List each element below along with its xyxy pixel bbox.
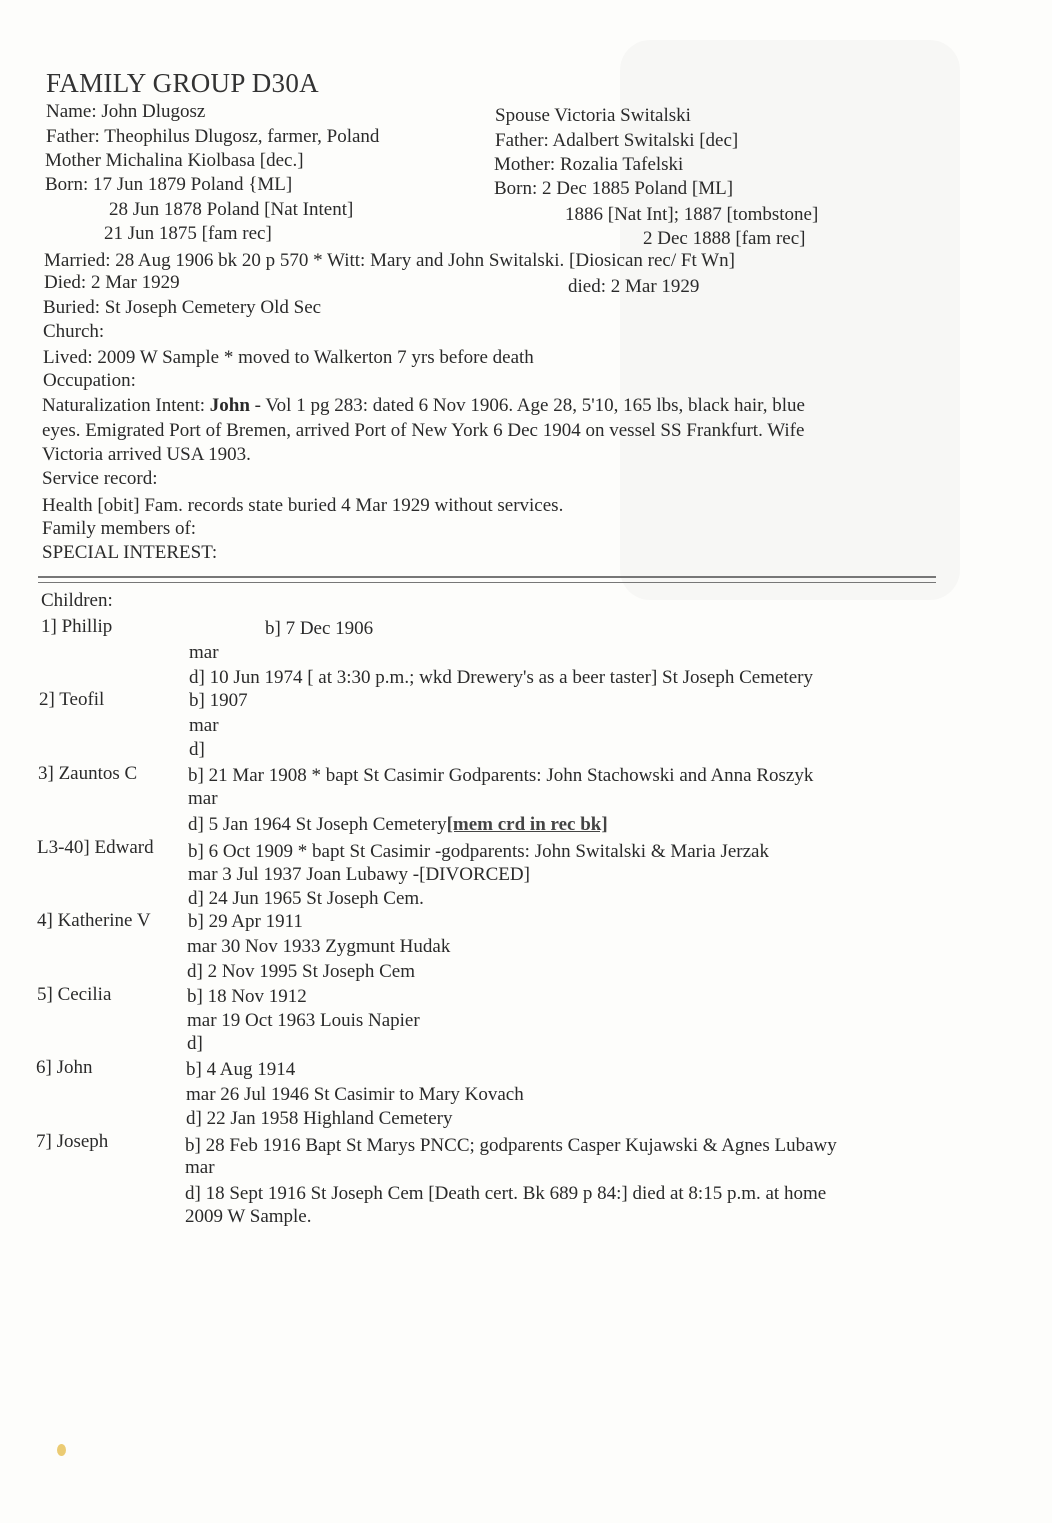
children-label: Children: bbox=[41, 590, 113, 611]
divider-bottom bbox=[38, 582, 936, 583]
spouse-born-line: Born: 2 Dec 1885 Poland [ML] bbox=[494, 178, 734, 199]
spouse-father-line: Father: Adalbert Switalski [dec] bbox=[495, 130, 739, 151]
child-death-note: [mem crd in rec bk] bbox=[446, 814, 608, 835]
child-death: d] bbox=[187, 1033, 203, 1054]
spouse-died-line: died: 2 Mar 1929 bbox=[568, 276, 700, 297]
spouse-born-alt-1: 1886 [Nat Int]; 1887 [tombstone] bbox=[565, 204, 819, 225]
child-birth: b] 4 Aug 1914 bbox=[186, 1059, 296, 1080]
child-marriage: mar bbox=[185, 1157, 215, 1178]
born-alt-2: 21 Jun 1875 [fam rec] bbox=[104, 223, 272, 244]
child-death bbox=[188, 814, 608, 836]
child-birth: b] 6 Oct 1909 * bapt St Casimir -godparents: John Switalski & Maria Jerzak bbox=[188, 841, 769, 862]
spouse-line: Spouse Victoria Switalski bbox=[495, 105, 691, 126]
child-marriage: mar bbox=[189, 715, 219, 736]
child-birth: b] 18 Nov 1912 bbox=[187, 986, 307, 1007]
health-line: Health [obit] Fam. records state buried 4 Mar 1929 without services. bbox=[42, 495, 564, 516]
father-line: Father: Theophilus Dlugosz, farmer, Poland bbox=[46, 126, 380, 147]
born-line: Born: 17 Jun 1879 Poland {ML] bbox=[45, 174, 293, 195]
child-marriage: mar bbox=[189, 642, 219, 663]
naturalization-line-2: eyes. Emigrated Port of Bremen, arrived Port of New York 6 Dec 1904 on vessel SS Frankfurt. Wife bbox=[42, 420, 805, 441]
service-line: Service record: bbox=[42, 468, 158, 489]
born-alt-1: 28 Jun 1878 Poland [Nat Intent] bbox=[109, 199, 354, 220]
spouse-mother-line: Mother: Rozalia Tafelski bbox=[494, 154, 684, 175]
child-birth: b] 21 Mar 1908 * bapt St Casimir Godparents: John Stachowski and Anna Roszyk bbox=[188, 765, 814, 786]
child-marriage: mar 30 Nov 1933 Zygmunt Hudak bbox=[187, 936, 451, 957]
child-marriage: mar 19 Oct 1963 Louis Napier bbox=[187, 1010, 420, 1031]
child-marriage: mar 3 Jul 1937 Joan Lubawy -[DIVORCED] bbox=[188, 864, 530, 885]
naturalization-label: Naturalization Intent: bbox=[42, 395, 206, 416]
family-members-line: Family members of: bbox=[42, 518, 197, 539]
child-marriage: mar 26 Jul 1946 St Casimir to Mary Kovach bbox=[186, 1084, 524, 1105]
child-name: 7] Joseph bbox=[36, 1131, 109, 1152]
child-name: L3-40] Edward bbox=[37, 837, 154, 858]
special-interest-line: SPECIAL INTEREST: bbox=[42, 542, 218, 563]
child-death-continued: 2009 W Sample. bbox=[185, 1206, 312, 1227]
child-name: 3] Zauntos C bbox=[38, 763, 138, 784]
child-name: 4] Katherine V bbox=[37, 910, 151, 931]
child-death: d] 22 Jan 1958 Highland Cemetery bbox=[186, 1108, 453, 1129]
married-line: Married: 28 Aug 1906 bk 20 p 570 * Witt: Mary and John Switalski. [Diosican rec/ Ft Wn] bbox=[44, 250, 735, 271]
child-death: d] 10 Jun 1974 [ at 3:30 p.m.; wkd Drewery's as a beer taster] St Joseph Cemetery bbox=[189, 667, 813, 688]
page-title: FAMILY GROUP D30A bbox=[46, 68, 319, 98]
child-name: 1] Phillip bbox=[41, 616, 113, 637]
naturalization-details: - Vol 1 pg 283: dated 6 Nov 1906. Age 28, 5'10, 165 lbs, black hair, blue bbox=[254, 395, 805, 416]
child-birth: b] 28 Feb 1916 Bapt St Marys PNCC; godparents Casper Kujawski & Agnes Lubawy bbox=[185, 1135, 837, 1156]
child-marriage: mar bbox=[188, 788, 218, 809]
occupation-line: Occupation: bbox=[43, 370, 136, 391]
child-death: d] bbox=[189, 739, 205, 760]
naturalization-line-3: Victoria arrived USA 1903. bbox=[42, 444, 251, 465]
child-birth: b] 29 Apr 1911 bbox=[188, 911, 303, 932]
child-birth: b] 1907 bbox=[189, 690, 248, 711]
paper-stain bbox=[57, 1444, 66, 1456]
child-death: d] 18 Sept 1916 St Joseph Cem [Death cert. Bk 689 p 84:] died at 8:15 p.m. at home bbox=[185, 1183, 827, 1204]
lived-line: Lived: 2009 W Sample * moved to Walkerton 7 yrs before death bbox=[43, 347, 534, 368]
naturalization-line-1 bbox=[42, 395, 805, 417]
church-line: Church: bbox=[43, 321, 105, 342]
died-line: Died: 2 Mar 1929 bbox=[44, 272, 180, 293]
child-death-text: d] 5 Jan 1964 St Joseph Cemetery bbox=[188, 814, 447, 835]
child-name: 5] Cecilia bbox=[37, 984, 112, 1005]
naturalization-name: John bbox=[209, 395, 250, 416]
mother-line: Mother Michalina Kiolbasa [dec.] bbox=[45, 150, 304, 171]
name-line: Name: John Dlugosz bbox=[46, 101, 206, 122]
child-death: d] 2 Nov 1995 St Joseph Cem bbox=[187, 961, 415, 982]
spouse-born-alt-2: 2 Dec 1888 [fam rec] bbox=[643, 228, 806, 249]
child-birth: b] 7 Dec 1906 bbox=[265, 618, 374, 639]
child-name: 2] Teofil bbox=[39, 689, 105, 710]
child-death: d] 24 Jun 1965 St Joseph Cem. bbox=[188, 888, 424, 909]
child-name: 6] John bbox=[36, 1057, 93, 1078]
buried-line: Buried: St Joseph Cemetery Old Sec bbox=[43, 297, 322, 318]
divider-top bbox=[38, 576, 936, 578]
